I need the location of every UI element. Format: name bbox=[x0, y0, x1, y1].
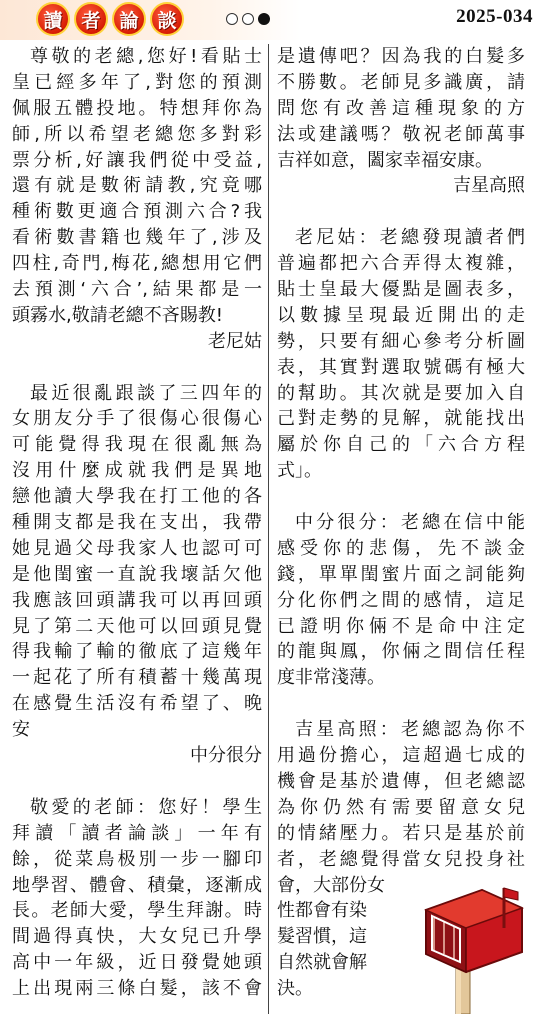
text-line: 間過得真快，大女兒已升學 bbox=[12, 926, 262, 948]
text-line: 沒用什麼成就我們是異地 bbox=[12, 460, 262, 482]
text-line: 已證明你倆不是命中注定 bbox=[277, 615, 525, 637]
text-line: 是他閨蜜一直說我壞話欠他 bbox=[12, 563, 262, 585]
text-line: 以數據呈現最近開出的走 bbox=[277, 304, 525, 326]
text-line: 髮習慣，這 bbox=[277, 926, 367, 948]
text-line: 看術數書籍也幾年了,涉及 bbox=[12, 227, 262, 249]
text-line: 機會是基於遺傳，但老總認 bbox=[277, 770, 525, 792]
text-line: 最近很亂跟談了三四年的 bbox=[30, 382, 262, 404]
text-line: 戀他讀大學我在打工他的各 bbox=[12, 486, 262, 508]
text-line: 的龍與鳳，你倆之間信任程 bbox=[277, 641, 525, 663]
text-line: 見了第二天他可以回頭見覺 bbox=[12, 615, 262, 637]
text-line: 貼士皇最大優點是圖表多， bbox=[277, 279, 525, 301]
text-line: 的幫助。其次就是要加入自 bbox=[277, 382, 525, 404]
mailbox-icon bbox=[404, 884, 534, 1018]
text-line: 己對走勢的見解，就能找出 bbox=[277, 408, 525, 430]
text-line: 佩服五體投地。特想拜你為 bbox=[12, 97, 262, 119]
text-line: 在感覺生活沒有希望了、晚 bbox=[12, 693, 262, 715]
text-line: 拜讀「讀者論談」一年有 bbox=[12, 822, 262, 844]
text-line: 去預測‘六合’,結果都是一 bbox=[12, 279, 262, 301]
text-line: 四柱,奇門,梅花,總想用它們 bbox=[12, 253, 262, 275]
text-line: 可能覺得我現在很亂無為 bbox=[12, 434, 262, 456]
paragraph-gap bbox=[12, 355, 262, 381]
text-line: 種術數更適合預測六合?我 bbox=[12, 201, 262, 223]
signature: 老尼姑 bbox=[208, 330, 262, 352]
text-line: 不勝數。老師見多識廣，請 bbox=[277, 71, 525, 93]
text-line: 用過份擔心，這超過七成的 bbox=[277, 745, 525, 767]
paragraph-gap bbox=[277, 484, 525, 510]
text-line: 長。老師大愛，學生拜謝。時 bbox=[12, 900, 262, 922]
text-line: 女朋友分手了很傷心很傷心 bbox=[12, 408, 262, 430]
issue-number: 2025-034 bbox=[456, 6, 533, 27]
text-line: 還有就是數術請教,究竟哪 bbox=[12, 175, 262, 197]
text-line: 問您有改善這種現象的方 bbox=[277, 97, 525, 119]
text-line: 她見過父母我家人也認可可 bbox=[12, 537, 262, 559]
text-line: 感受你的悲傷，先不談金 bbox=[277, 537, 525, 559]
signature: 中分很分 bbox=[190, 745, 262, 767]
text-line: 地學習、體會、積彙，逐漸成 bbox=[12, 874, 262, 896]
text-line: 高中一年級，近日發覺她頭 bbox=[12, 952, 262, 974]
text-line: 式」。 bbox=[277, 460, 322, 482]
column-divider bbox=[268, 44, 269, 1014]
text-line: 分化你們之間的感情，這足 bbox=[277, 589, 525, 611]
text-line: 吉星高照：老總認為你不 bbox=[295, 719, 525, 741]
text-line: 的情緒壓力。若只是基於前 bbox=[277, 822, 525, 844]
text-line: 票分析,好讓我們從中受益, bbox=[12, 149, 262, 171]
text-line: 決。 bbox=[277, 978, 313, 1000]
text-line: 我應該回頭講我可以再回頭 bbox=[12, 589, 262, 611]
dot-filled-icon bbox=[258, 13, 270, 25]
title-badge: 論 bbox=[112, 2, 146, 36]
text-line: 度非常淺薄。 bbox=[277, 667, 385, 689]
text-line: 屬於你自己的「六合方程 bbox=[277, 434, 525, 456]
text-line: 自然就會解 bbox=[277, 952, 367, 974]
text-line: 者，老總覺得當女兒投身社 bbox=[277, 848, 525, 870]
paragraph-gap bbox=[277, 199, 525, 225]
text-line: 普遍都把六合弄得太複雜， bbox=[277, 253, 525, 275]
left-column bbox=[12, 44, 262, 1002]
text-line: 法或建議嗎？敬祝老師萬事 bbox=[277, 123, 525, 145]
title-badge: 談 bbox=[150, 2, 184, 36]
text-line: 為你仍然有需要留意女兒 bbox=[277, 796, 525, 818]
text-line: 得我輸了輸的徹底了這幾年 bbox=[12, 641, 262, 663]
text-line: 餘，從菜鳥极別一步一腳印 bbox=[12, 848, 262, 870]
text-line: 師,所以希望老總您多對彩 bbox=[12, 123, 262, 145]
dot-open-icon bbox=[226, 13, 238, 25]
right-column bbox=[277, 44, 525, 1002]
column-title bbox=[36, 2, 184, 36]
title-badge: 者 bbox=[74, 2, 108, 36]
paragraph-gap bbox=[277, 691, 525, 717]
decorative-dots bbox=[226, 13, 270, 25]
text-line: 是遺傳吧？因為我的白髮多 bbox=[277, 46, 525, 67]
text-line: 尊敬的老總,您好!看貼士 bbox=[30, 46, 262, 67]
text-line: 吉祥如意，闔家幸福安康。 bbox=[277, 149, 493, 171]
text-line: 勢，只要有細心參考分析圖 bbox=[277, 330, 525, 352]
text-line: 性都會有染 bbox=[277, 900, 367, 922]
text-line: 中分很分：老總在信中能 bbox=[295, 512, 525, 534]
paragraph-gap bbox=[12, 769, 262, 795]
signature: 吉星高照 bbox=[453, 175, 525, 197]
text-line: 上出現兩三條白髮，該不會 bbox=[12, 978, 262, 1000]
text-line: 表，其實對選取號碼有極大 bbox=[277, 356, 525, 378]
text-line: 皇已經多年了,對您的預測 bbox=[12, 71, 262, 93]
text-line: 錢，單單閨蜜片面之詞能夠 bbox=[277, 563, 525, 585]
dot-open-icon bbox=[242, 13, 254, 25]
text-line: 頭霧水,敬請老總不吝賜教! bbox=[12, 304, 223, 326]
text-line: 敬愛的老師：您好！學生 bbox=[30, 796, 262, 818]
text-line: 一起花了所有積蓄十幾萬現 bbox=[12, 667, 262, 689]
text-line: 會，大部份女 bbox=[277, 874, 385, 896]
text-line: 老尼姑：老總發現讀者們 bbox=[295, 227, 525, 249]
text-line: 安 bbox=[12, 719, 30, 741]
title-badge: 讀 bbox=[36, 2, 70, 36]
header bbox=[0, 0, 545, 40]
text-line: 種開支都是我在支出，我帶 bbox=[12, 512, 262, 534]
